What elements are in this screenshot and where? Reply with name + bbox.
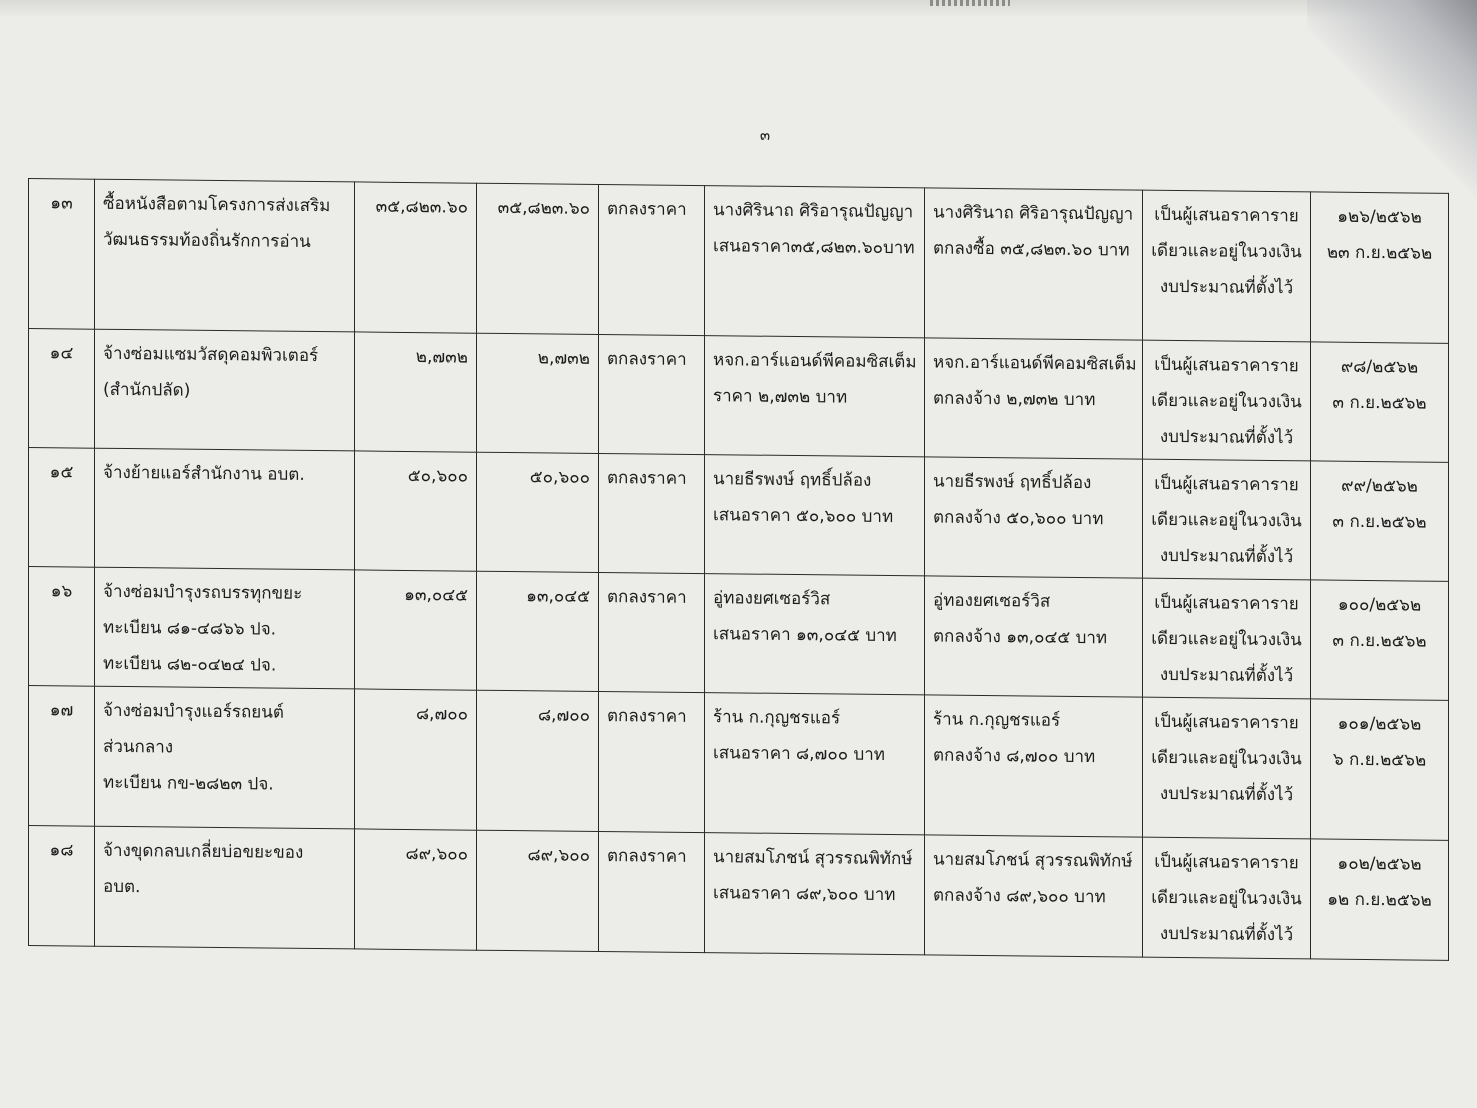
bidder-offer-line: นายสมโภชน์ สุวรรณพิทักษ์ xyxy=(713,847,913,870)
procurement-table-body xyxy=(29,179,1449,961)
row-number-cell xyxy=(29,448,95,568)
selection-reason-line: เป็นผู้เสนอราคาราย xyxy=(1154,354,1299,377)
table-row xyxy=(29,329,1449,463)
selection-reason-cell xyxy=(1143,578,1311,699)
median-price-text: ๘,๗๐๐ xyxy=(537,705,590,726)
item-description-line: วัฒนธรรมท้องถิ่นรักการอ่าน xyxy=(103,229,311,252)
contract-reference-cell xyxy=(1311,699,1449,840)
procurement-method-cell xyxy=(599,831,705,952)
table-row xyxy=(29,448,1449,582)
median-price-cell xyxy=(477,690,599,831)
contract-reference-line: ๙๙/๒๕๖๒ xyxy=(1341,475,1418,497)
procurement-method-cell xyxy=(599,691,705,832)
procurement-method-cell xyxy=(599,334,705,454)
selection-reason-cell xyxy=(1143,459,1311,580)
bidder-offer-cell xyxy=(705,336,925,457)
selection-reason-line: งบประมาณที่ตั้งไว้ xyxy=(1159,545,1294,568)
selected-vendor-line: ตกลงจ้าง ๑๓,๐๔๕ บาท xyxy=(933,626,1108,649)
item-description-line: ทะเบียน กข-๒๘๒๓ ปจ. xyxy=(103,772,274,795)
median-price-text: ๘๙,๖๐๐ xyxy=(527,845,590,866)
bidder-offer-cell xyxy=(705,186,925,338)
contract-reference-line: ๒๓ ก.ย.๒๕๖๒ xyxy=(1326,242,1433,264)
item-description-cell xyxy=(95,567,355,689)
item-description-cell xyxy=(95,686,355,829)
selection-reason-line: เป็นผู้เสนอราคาราย xyxy=(1154,592,1299,615)
item-description-cell xyxy=(95,448,355,570)
procurement-method-text: ตกลงราคา xyxy=(607,468,687,489)
contract-reference-cell xyxy=(1311,342,1449,462)
paper-top-marks xyxy=(930,0,1010,6)
table-row xyxy=(29,686,1449,841)
item-description-line: จ้างซ่อมแซมวัสดุคอมพิวเตอร์ xyxy=(103,343,319,367)
procurement-method-text: ตกลงราคา xyxy=(607,846,687,867)
budget-cell xyxy=(355,689,477,830)
procurement-method-text: ตกลงราคา xyxy=(607,199,687,220)
selected-vendor-line: ร้าน ก.กุญชรแอร์ xyxy=(933,709,1061,731)
selection-reason-line: เป็นผู้เสนอราคาราย xyxy=(1154,711,1299,734)
contract-reference-line: ๓ ก.ย.๒๕๖๒ xyxy=(1332,392,1427,414)
budget-text: ๓๕,๘๒๓.๖๐ xyxy=(375,196,468,218)
selected-vendor-cell xyxy=(925,576,1143,697)
budget-cell xyxy=(355,451,477,571)
median-price-text: ๑๓,๐๔๕ xyxy=(526,586,590,607)
row-number-text: ๑๕ xyxy=(49,462,74,483)
budget-text: ๕๐,๖๐๐ xyxy=(407,465,468,487)
bidder-offer-line: เสนอราคา ๘๙,๖๐๐ บาท xyxy=(713,883,896,906)
procurement-method-cell xyxy=(599,453,705,573)
selected-vendor-line: อู่ทองยศเซอร์วิส xyxy=(933,590,1051,612)
selected-vendor-line: นายสมโภชน์ สุวรรณพิทักษ์ xyxy=(933,849,1133,872)
selected-vendor-cell xyxy=(925,695,1143,837)
row-number-cell xyxy=(29,826,95,947)
row-number-cell xyxy=(29,329,95,449)
row-number-text: ๑๓ xyxy=(50,193,73,214)
item-description-line: ทะเบียน ๘๒-๐๔๒๔ ปจ. xyxy=(103,653,277,676)
selection-reason-line: เดียวและอยู่ในวงเงิน xyxy=(1151,390,1302,413)
item-description-line: ส่วนกลาง xyxy=(103,736,174,758)
selected-vendor-cell xyxy=(925,835,1143,957)
item-description-line: ซื้อหนังสือตามโครงการส่งเสริม xyxy=(103,193,331,217)
budget-text: ๑๓,๐๔๕ xyxy=(404,584,468,606)
selected-vendor-line: นายธีรพงษ์ ฤทธิ์ปล้อง xyxy=(933,471,1092,494)
contract-reference-line: ๓ ก.ย.๒๕๖๒ xyxy=(1332,630,1427,652)
selection-reason-line: เดียวและอยู่ในวงเงิน xyxy=(1151,887,1302,910)
selected-vendor-cell xyxy=(925,188,1143,340)
selection-reason-line: เดียวและอยู่ในวงเงิน xyxy=(1151,747,1302,770)
selected-vendor-cell xyxy=(925,338,1143,459)
selection-reason-cell xyxy=(1143,697,1311,839)
median-price-text: ๓๕,๘๒๓.๖๐ xyxy=(497,197,590,219)
selection-reason-line: งบประมาณที่ตั้งไว้ xyxy=(1159,783,1294,806)
selected-vendor-line: นางศิรินาถ ศิริอารุณปัญญา xyxy=(933,202,1134,225)
item-description-cell xyxy=(95,329,355,451)
paper-top-edge xyxy=(0,0,1477,18)
item-description-line: ทะเบียน ๘๑-๔๘๖๖ ปจ. xyxy=(103,617,277,640)
selection-reason-line: เป็นผู้เสนอราคาราย xyxy=(1154,851,1299,874)
bidder-offer-line: นายธีรพงษ์ ฤทธิ์ปล้อง xyxy=(713,469,872,491)
median-price-cell xyxy=(477,452,599,572)
procurement-method-cell xyxy=(599,184,705,335)
contract-reference-line: ๑๒๖/๒๕๖๒ xyxy=(1337,206,1422,228)
procurement-table xyxy=(28,178,1449,961)
selection-reason-cell xyxy=(1143,190,1311,342)
selected-vendor-line: ตกลงจ้าง ๕๐,๖๐๐ บาท xyxy=(933,507,1104,530)
selection-reason-cell xyxy=(1143,837,1311,959)
row-number-text: ๑๖ xyxy=(50,581,73,602)
budget-cell xyxy=(355,182,477,333)
selected-vendor-cell xyxy=(925,457,1143,578)
row-number-text: ๑๔ xyxy=(49,343,74,364)
selection-reason-line: เดียวและอยู่ในวงเงิน xyxy=(1151,240,1302,263)
budget-text: ๒,๗๓๒ xyxy=(415,347,468,368)
selection-reason-line: งบประมาณที่ตั้งไว้ xyxy=(1159,276,1294,299)
contract-reference-line: ๖ ก.ย.๒๕๖๒ xyxy=(1332,749,1427,771)
row-number-cell xyxy=(29,567,95,687)
table-row xyxy=(29,567,1449,701)
contract-reference-cell xyxy=(1311,192,1449,343)
bidder-offer-line: เสนอราคา ๕๐,๖๐๐ บาท xyxy=(713,505,894,528)
row-number-text: ๑๘ xyxy=(49,840,74,861)
selected-vendor-line: ตกลงจ้าง ๒,๗๓๒ บาท xyxy=(933,388,1096,411)
bidder-offer-line: อู่ทองยศเซอร์วิส xyxy=(713,588,831,610)
selection-reason-line: งบประมาณที่ตั้งไว้ xyxy=(1159,923,1294,946)
selection-reason-line: เดียวและอยู่ในวงเงิน xyxy=(1151,509,1302,532)
row-number-cell xyxy=(29,686,95,827)
procurement-method-text: ตกลงราคา xyxy=(607,349,687,370)
item-description-line: จ้างซ่อมบำรุงแอร์รถยนต์ xyxy=(103,700,284,723)
row-number-text: ๑๗ xyxy=(49,700,74,721)
bidder-offer-line: ร้าน ก.กุญชรแอร์ xyxy=(713,707,841,729)
selected-vendor-line: ตกลงซื้อ ๓๕,๘๒๓.๖๐ บาท xyxy=(933,238,1130,261)
item-description-line: จ้างย้ายแอร์สำนักงาน อบต. xyxy=(103,462,305,485)
selection-reason-line: เดียวและอยู่ในวงเงิน xyxy=(1151,628,1302,651)
median-price-cell xyxy=(477,333,599,453)
procurement-method-text: ตกลงราคา xyxy=(607,587,687,608)
selection-reason-cell xyxy=(1143,340,1311,461)
bidder-offer-cell xyxy=(705,833,925,955)
contract-reference-line: ๑๒ ก.ย.๒๕๖๒ xyxy=(1327,889,1432,911)
contract-reference-line: ๓ ก.ย.๒๕๖๒ xyxy=(1332,511,1427,533)
selected-vendor-line: ตกลงจ้าง ๘๙,๖๐๐ บาท xyxy=(933,885,1106,908)
selection-reason-line: เป็นผู้เสนอราคาราย xyxy=(1154,473,1299,496)
bidder-offer-line: ราคา ๒,๗๓๒ บาท xyxy=(713,386,848,408)
table-row xyxy=(29,826,1449,961)
item-description-line: อบต. xyxy=(103,876,141,898)
item-description-line: (สำนักปลัด) xyxy=(103,379,191,401)
budget-cell xyxy=(355,570,477,690)
bidder-offer-line: นางศิรินาถ ศิริอารุณปัญญา xyxy=(713,200,914,223)
page-number: ๓ xyxy=(759,126,771,144)
selected-vendor-line: ตกลงจ้าง ๘,๗๐๐ บาท xyxy=(933,745,1096,768)
item-description-line: จ้างซ่อมบำรุงรถบรรทุกขยะ xyxy=(103,581,303,604)
budget-text: ๘,๗๐๐ xyxy=(415,704,468,725)
bidder-offer-line: เสนอราคา ๘,๗๐๐ บาท xyxy=(713,743,886,765)
item-description-cell xyxy=(95,179,355,332)
budget-cell xyxy=(355,332,477,452)
bidder-offer-line: เสนอราคา ๑๓,๐๔๕ บาท xyxy=(713,624,897,647)
selection-reason-line: เป็นผู้เสนอราคาราย xyxy=(1154,204,1299,227)
budget-text: ๘๙,๖๐๐ xyxy=(405,843,468,865)
bidder-offer-line: หจก.อาร์แอนด์พีคอมซิสเต็ม xyxy=(713,350,917,373)
bidder-offer-line: เสนอราคา๓๕,๘๒๓.๖๐บาท xyxy=(713,236,915,259)
contract-reference-cell xyxy=(1311,839,1449,960)
bidder-offer-cell xyxy=(705,574,925,695)
contract-reference-line: ๑๐๐/๒๕๖๒ xyxy=(1337,594,1422,616)
table-row xyxy=(29,179,1449,344)
contract-reference-line: ๑๐๒/๒๕๖๒ xyxy=(1337,853,1422,875)
bidder-offer-cell xyxy=(705,455,925,576)
median-price-text: ๕๐,๖๐๐ xyxy=(529,467,590,488)
row-number-cell xyxy=(29,179,95,330)
bidder-offer-cell xyxy=(705,693,925,835)
procurement-method-cell xyxy=(599,572,705,692)
item-description-cell xyxy=(95,826,355,949)
median-price-cell xyxy=(477,830,599,951)
selection-reason-line: งบประมาณที่ตั้งไว้ xyxy=(1159,426,1294,449)
contract-reference-line: ๑๐๑/๒๕๖๒ xyxy=(1337,713,1422,735)
selection-reason-line: งบประมาณที่ตั้งไว้ xyxy=(1159,664,1294,687)
median-price-cell xyxy=(477,571,599,691)
selected-vendor-line: หจก.อาร์แอนด์พีคอมซิสเต็ม xyxy=(933,352,1137,375)
procurement-method-text: ตกลงราคา xyxy=(607,706,687,727)
paper-corner-shadow xyxy=(1307,0,1477,200)
contract-reference-cell xyxy=(1311,461,1449,581)
budget-cell xyxy=(355,829,477,950)
contract-reference-line: ๙๘/๒๕๖๒ xyxy=(1340,356,1419,378)
contract-reference-cell xyxy=(1311,580,1449,700)
median-price-cell xyxy=(477,183,599,334)
item-description-line: จ้างขุดกลบเกลี่ยบ่อขยะของ xyxy=(103,840,304,863)
median-price-text: ๒,๗๓๒ xyxy=(537,348,590,369)
